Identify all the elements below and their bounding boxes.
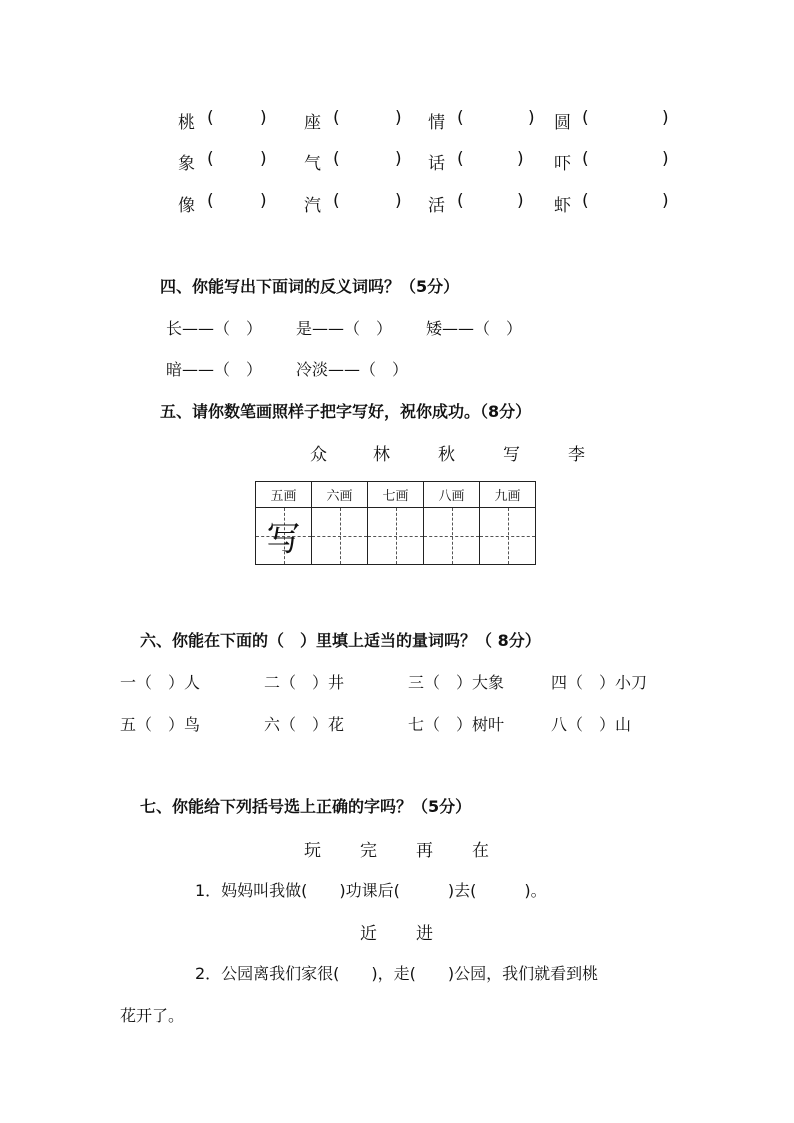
- section5-title: 五、请你数笔画照样子把字写好，祝你成功。（8分）: [160, 402, 532, 421]
- stroke-grid: [255, 481, 536, 565]
- paren-open: (: [207, 149, 214, 169]
- sentence-2-line-1: 2．公园离我们家很( )，走( )公园，我们就看到桃: [195, 964, 599, 983]
- sample-char: 写: [266, 519, 301, 560]
- char: 话: [428, 154, 445, 174]
- paren-close: ): [662, 191, 669, 211]
- antonym-item: 冷淡——（ ）: [296, 360, 409, 379]
- char: 活: [428, 196, 445, 216]
- measure-word-item: 四（ ）小刀: [551, 673, 648, 692]
- measure-word-item: 一（ ）人: [120, 673, 201, 692]
- paren-close: ): [517, 191, 524, 211]
- stroke-char: 林: [373, 445, 390, 465]
- paren-open: (: [582, 191, 589, 211]
- paren-close: ): [517, 149, 524, 169]
- writing-box[interactable]: [368, 508, 424, 565]
- paren-open: (: [457, 191, 464, 211]
- char: 座: [304, 113, 321, 133]
- measure-word-item: 二（ ）井: [264, 673, 345, 692]
- paren-open: (: [457, 108, 464, 128]
- measure-word-item: 三（ ）大象: [408, 673, 505, 692]
- antonym-item: 长——（ ）: [166, 319, 263, 338]
- char: 吓: [554, 154, 571, 174]
- paren-open: (: [207, 191, 214, 211]
- char: 象: [178, 154, 195, 174]
- paren-close: ): [260, 191, 267, 211]
- grid-header: 八画: [424, 482, 480, 508]
- paren-open: (: [333, 191, 340, 211]
- paren-open: (: [582, 108, 589, 128]
- section6-title: 六、你能在下面的（ ）里填上适当的量词吗？（ 8分）: [140, 631, 541, 650]
- paren-close: ): [528, 108, 535, 128]
- grid-header: 九画: [480, 482, 536, 508]
- paren-close: ): [395, 191, 402, 211]
- grid-header: 六画: [312, 482, 368, 508]
- writing-box[interactable]: [312, 508, 368, 565]
- measure-word-item: 八（ ）山: [551, 715, 632, 734]
- stroke-char: 众: [310, 445, 327, 465]
- paren-close: ): [662, 149, 669, 169]
- choice-char: 完: [360, 841, 377, 861]
- choice-char: 在: [472, 841, 489, 861]
- paren-close: ): [260, 108, 267, 128]
- char: 像: [178, 196, 195, 216]
- writing-box[interactable]: [256, 508, 312, 565]
- paren-open: (: [457, 149, 464, 169]
- paren-close: ): [395, 149, 402, 169]
- section4-title: 四、你能写出下面词的反义词吗？（5分）: [160, 277, 460, 296]
- sentence-1: 1．妈妈叫我做( )功课后( )去( )。: [195, 881, 547, 900]
- choice-char: 近: [360, 924, 377, 944]
- grid-header: 五画: [256, 482, 312, 508]
- measure-word-item: 六（ ）花: [264, 715, 345, 734]
- paren-close: ): [395, 108, 402, 128]
- choice-char: 进: [416, 924, 433, 944]
- choice-char: 玩: [304, 841, 321, 861]
- antonym-item: 是——（ ）: [296, 319, 393, 338]
- section7-title: 七、你能给下列括号选上正确的字吗？（5分）: [140, 797, 472, 816]
- choice-char: 再: [416, 841, 433, 861]
- measure-word-item: 五（ ）鸟: [120, 715, 201, 734]
- measure-word-item: 七（ ）树叶: [408, 715, 505, 734]
- paren-open: (: [333, 108, 340, 128]
- paren-close: ): [260, 149, 267, 169]
- stroke-char: 写: [503, 445, 520, 465]
- stroke-char: 秋: [438, 445, 455, 465]
- stroke-char: 李: [568, 445, 585, 465]
- antonym-item: 暗——（ ）: [166, 360, 263, 379]
- sentence-2-line-2: 花开了。: [120, 1006, 185, 1025]
- char: 汽: [304, 196, 321, 216]
- char: 桃: [178, 113, 195, 133]
- paren-open: (: [582, 149, 589, 169]
- char: 虾: [554, 196, 571, 216]
- writing-box[interactable]: [424, 508, 480, 565]
- writing-box[interactable]: [480, 508, 536, 565]
- char: 气: [304, 154, 321, 174]
- antonym-item: 矮——（ ）: [426, 319, 523, 338]
- paren-open: (: [207, 108, 214, 128]
- grid-header: 七画: [368, 482, 424, 508]
- char: 圆: [554, 113, 571, 133]
- paren-open: (: [333, 149, 340, 169]
- char: 情: [428, 113, 445, 133]
- paren-close: ): [662, 108, 669, 128]
